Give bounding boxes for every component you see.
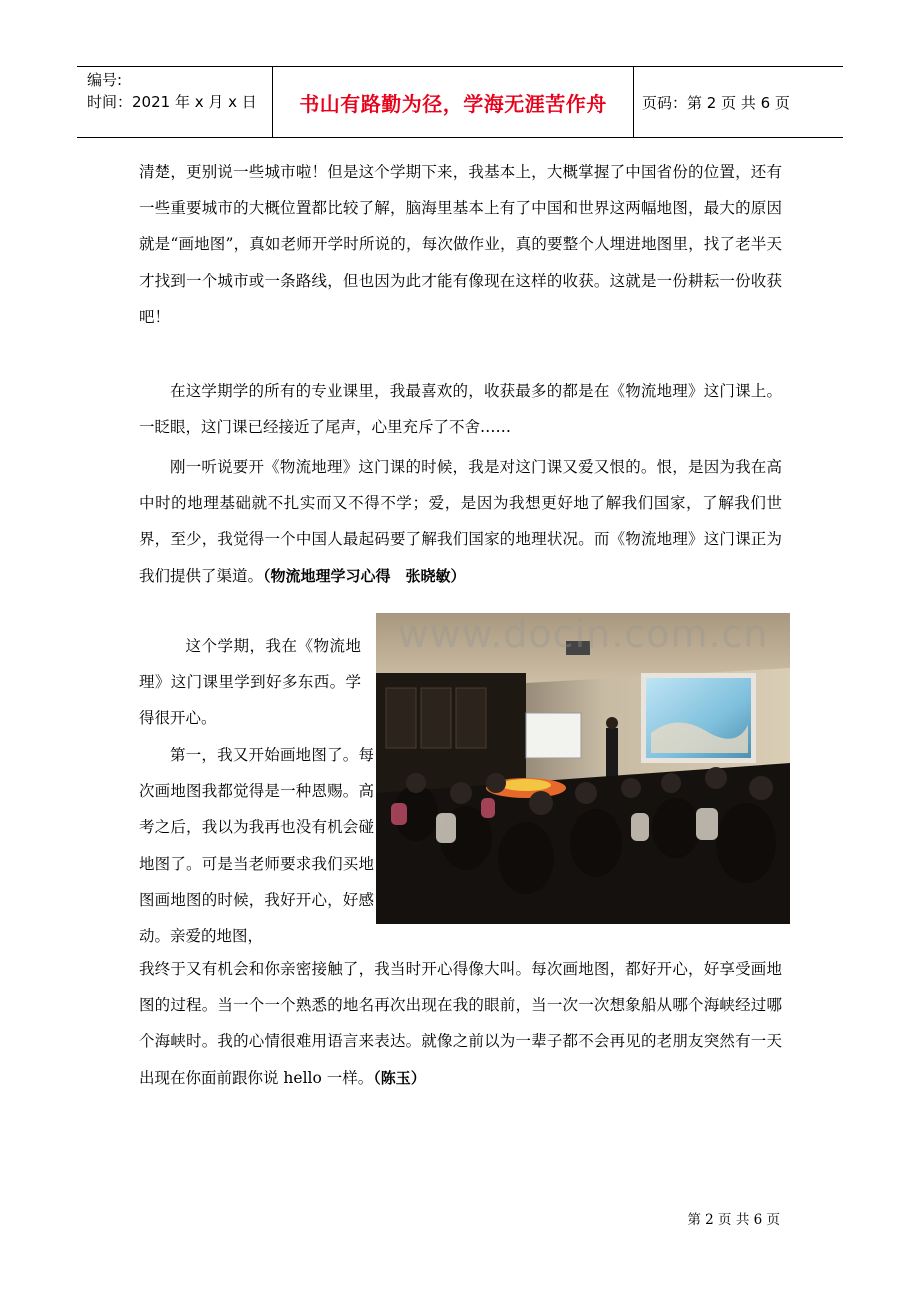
number-label: 编号: (87, 71, 123, 89)
signature-chen: （陈玉） (373, 1068, 426, 1087)
header-page-info: 页码：第 2 页 共 6 页 (642, 93, 790, 112)
header-left-cell (77, 67, 273, 137)
paragraph-1: 清楚，更别说一些城市啦！但是这个学期下来，我基本上，大概掌握了中国省份的位置，还有一些重要城市的大概位置都比较了解，脑海里基本上有了中国和世界这两幅地图，最大的原因就是“画地图”，真如老师开学时所说的，每次做作业，真的要整个人埋进地图里，找了老半天才找到一个城市或一条路线，但也因为此才能有像现在这样的收获。这就是一份耕耘一份收获吧！ (139, 163, 782, 326)
paragraph-5: 第一，我又开始画地图了。每次画地图我都觉得是一种恩赐。高考之后，我以为我再也没有机会碰地图了。可是当老师要求我们买地图画地图的时候，我好开心，好感动。亲爱的地图， (139, 746, 374, 946)
footer-page-number: 第 2 页 共 6 页 (687, 1212, 780, 1228)
header-table (77, 66, 843, 138)
paragraph-4: 这个学期，我在《物流地理》这门课里学到好多东西。学得很开心。 (139, 637, 361, 728)
paragraph-6 (139, 951, 782, 1096)
header-right-cell (634, 67, 843, 137)
classroom-photo-illustration (376, 613, 790, 924)
paragraph-3-text: 刚一听说要开《物流地理》这门课的时候，我是对这门课又爱又恨的。恨，是因为我在高中时的地理基础就不扎实而又不得不学；爱，是因为我想更好地了解我们国家，了解我们世界，至少，我觉得一个中国人最起码要了解我们国家的地理状况。而《物流地理》这门课正为我们提供了渠道。 (139, 458, 782, 585)
paragraph-2: 在这学期学的所有的专业课里，我最喜欢的，收获最多的都是在《物流地理》这门课上。一眨眼，这门课已经接近了尾声，心里充斥了不舍…… (139, 382, 782, 437)
classroom-photo (376, 613, 790, 924)
watermark-text: www.docin.com.cn (397, 612, 769, 656)
motto-text: 书山有路勤为径，学海无涯苦作舟 (299, 91, 607, 116)
signature-zhang: （物流地理学习心得 张晓敏） (263, 566, 466, 585)
paragraph-6-text: 我终于又有机会和你亲密接触了，我当时开心得像大叫。每次画地图，都好开心，好享受画地图的过程。当一个一个熟悉的地名再次出现在我的眼前，当一次一次想象船从哪个海峡经过哪个海峡时。我的心情很难用语言来表达。就像之前以为一辈子都不会再见的老朋友突然有一天出现在你面前跟你说 hello 一样。 (139, 960, 782, 1087)
time-label: 时间：2021 年 x 月 x 日 (87, 93, 257, 111)
paragraph-3 (139, 449, 782, 594)
header-middle-cell (273, 67, 634, 137)
